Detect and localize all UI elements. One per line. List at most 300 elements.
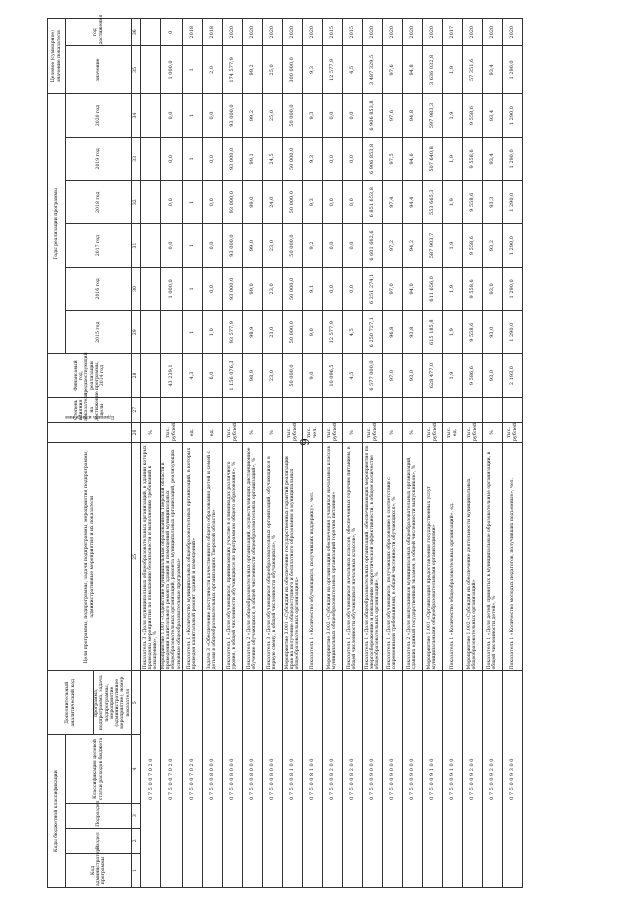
row-year-value-cell: 23,0 bbox=[262, 224, 282, 267]
row-year-value-cell: 97,6 bbox=[382, 94, 402, 137]
row-weight-cell bbox=[161, 397, 183, 422]
row-year-value-cell: 0,0 bbox=[322, 137, 342, 180]
row-year-value-cell: 24,5 bbox=[262, 137, 282, 180]
row-year-value-cell: 12 577,9 bbox=[322, 311, 342, 354]
row-year-value-cell: 1 bbox=[182, 94, 202, 137]
row-year-value-cell: 93,0 bbox=[482, 311, 502, 354]
row-weight-cell bbox=[182, 397, 202, 422]
row-weight-cell bbox=[141, 397, 161, 422]
row-final-value-cell: 4,5 bbox=[342, 46, 362, 94]
row-base-value-cell: 10 096,5 bbox=[322, 354, 342, 397]
row-year-value-cell: 93 577,9 bbox=[222, 311, 242, 354]
row-year-value-cell: 6 250 727,1 bbox=[362, 311, 382, 354]
row-year-value-cell: 93,0 bbox=[482, 267, 502, 310]
row-description-cell: Задача 3 «Обеспечение доступности качественного общего образования детей и семей с детьми в общеобразовательных организациях Тверской области» bbox=[202, 443, 222, 671]
row-year-value-cell: 615 185,8 bbox=[422, 311, 442, 354]
row-year-value-cell: 0,0 bbox=[202, 224, 222, 267]
row-weight-cell bbox=[262, 397, 282, 422]
row-codes-cell: 0 7 5 0 0 8 2 0 0 bbox=[342, 671, 362, 888]
row-weight-cell bbox=[402, 397, 422, 422]
row-year-value-cell: 50 000,0 bbox=[282, 94, 302, 137]
row-weight-cell bbox=[442, 397, 462, 422]
row-unit-cell: ед. bbox=[182, 422, 202, 443]
header-year-2016: 2016 год bbox=[66, 267, 132, 310]
row-codes-cell: 0 7 5 0 0 9 2 0 0 bbox=[482, 671, 502, 888]
column-numbers-row bbox=[132, 19, 141, 888]
row-year-value-cell: 0,0 bbox=[322, 94, 342, 137]
row-year-value-cell: 50 000,0 bbox=[282, 311, 302, 354]
row-description-cell: Показатель 2 «Доля выпускников муниципальных общеобразовательных организаций, сдавших единый государственный экзамен, в общей численности выпускников», % bbox=[402, 443, 422, 671]
row-final-value-cell: 97,6 bbox=[382, 46, 402, 94]
row-year-value-cell: 9 558,6 bbox=[462, 181, 482, 224]
row-base-value-cell: 4,3 bbox=[182, 354, 202, 397]
table-row bbox=[482, 19, 502, 888]
row-codes-cell: 0 7 5 0 0 8 2 0 0 bbox=[322, 671, 342, 888]
row-year-value-cell: 96,8 bbox=[382, 311, 402, 354]
header-years-block: Годы реализации программы bbox=[48, 94, 66, 354]
row-weight-cell bbox=[282, 397, 302, 422]
row-description-cell: Показатель 1 «Количество молодых педагогов, получивших подъемные», чел. bbox=[502, 443, 522, 671]
row-final-year-cell: 2020 bbox=[302, 19, 322, 46]
row-year-value-cell: 23,0 bbox=[262, 267, 282, 310]
row-weight-cell bbox=[302, 397, 322, 422]
row-weight-cell bbox=[422, 397, 442, 422]
row-year-value-cell: 6 601 662,6 bbox=[362, 224, 382, 267]
row-final-value-cell: 25,0 bbox=[262, 46, 282, 94]
row-year-value-cell: 1 bbox=[182, 181, 202, 224]
row-codes-cell: 0 7 5 0 0 9 1 0 0 bbox=[422, 671, 442, 888]
row-unit-cell: % bbox=[402, 422, 422, 443]
table-row bbox=[202, 19, 222, 888]
row-final-value-cell: 1 290,0 bbox=[502, 46, 522, 94]
row-year-value-cell: 1,9 bbox=[442, 224, 462, 267]
header-weight: Степень влияния показателя на достижение цели bbox=[48, 397, 132, 422]
row-unit-cell: % bbox=[242, 422, 262, 443]
row-codes-cell: 0 7 5 0 0 9 1 0 0 bbox=[442, 671, 462, 888]
table-row bbox=[462, 19, 482, 888]
table-row bbox=[182, 19, 202, 888]
row-year-value-cell: 1 290,0 bbox=[502, 267, 522, 310]
row-base-value-cell: 98,9 bbox=[242, 354, 262, 397]
row-base-value-cell: 93,0 bbox=[402, 354, 422, 397]
row-codes-cell: 0 7 5 0 0 7 0 2 0 bbox=[161, 671, 183, 888]
row-description-cell: Показатель 1 «Доля обучающихся, принимающих участие в олимпиадах различного уровня, в общей численности обучающихся по программам общего образования», % bbox=[222, 443, 242, 671]
header-final: Целевое (суммарное) значение показателя bbox=[48, 19, 66, 94]
col-number: 4 bbox=[132, 735, 141, 803]
row-codes-cell: 0 7 5 0 0 8 1 0 0 bbox=[282, 671, 302, 888]
row-unit-cell: тыс. чел. bbox=[302, 422, 322, 443]
row-year-value-cell: 50 000,0 bbox=[282, 137, 302, 180]
row-year-value-cell: 99,0 bbox=[242, 181, 262, 224]
row-year-value-cell: 93,4 bbox=[482, 137, 502, 180]
header-analytic-sub: программа, подпрограмма, задача подпрограммы, мероприятие (административное мероприятие), номер показателя bbox=[94, 671, 132, 735]
row-final-year-cell: 2020 bbox=[462, 19, 482, 46]
row-final-value-cell: 9,3 bbox=[302, 46, 322, 94]
program-table-sheet bbox=[47, 14, 632, 888]
row-year-value-cell: 50 000,0 bbox=[282, 267, 302, 310]
row-final-year-cell: 2020 bbox=[422, 19, 442, 46]
row-year-value-cell: 0,0 bbox=[342, 267, 362, 310]
row-weight-cell bbox=[382, 397, 402, 422]
row-final-year-cell: 2020 bbox=[282, 19, 302, 46]
row-description-cell: Показатель 3 «Доля обучающихся общеобразовательных организаций, обучающихся в первую смену, в общей численности обучающихся», % bbox=[262, 443, 282, 671]
table-row bbox=[402, 19, 422, 888]
header-rz: Раздел bbox=[66, 828, 132, 853]
row-final-value-cell: 1,9 bbox=[442, 46, 462, 94]
row-final-year-cell: 2015 bbox=[342, 19, 362, 46]
row-year-value-cell: 94,4 bbox=[402, 181, 422, 224]
row-year-value-cell bbox=[161, 311, 183, 354]
row-final-year-cell: 2018 bbox=[182, 19, 202, 46]
row-year-value-cell: 0,0 bbox=[202, 94, 222, 137]
row-final-year-cell bbox=[141, 19, 161, 46]
header-year-2017: 2017 год bbox=[66, 224, 132, 267]
row-final-year-cell: 2020 bbox=[402, 19, 422, 46]
table-row bbox=[222, 19, 242, 888]
row-year-value-cell: 94,6 bbox=[402, 137, 422, 180]
row-year-value-cell: 1,9 bbox=[442, 267, 462, 310]
col-number: 28 bbox=[132, 354, 141, 397]
row-description-cell: Показатель 1 «Доля детей, принятых в муниципальные образовательные организации, в общей численности детей», % bbox=[482, 443, 502, 671]
row-final-value-cell: 12 577,9 bbox=[322, 46, 342, 94]
row-final-year-cell: 2020 bbox=[362, 19, 382, 46]
row-base-value-cell: 2 193,0 bbox=[502, 354, 522, 397]
row-final-value-cell: 3 636 032,8 bbox=[422, 46, 442, 94]
row-year-value-cell: 1,9 bbox=[442, 311, 462, 354]
row-year-value-cell: 1 bbox=[182, 311, 202, 354]
table-body bbox=[141, 19, 523, 888]
row-year-value-cell: 1 290,0 bbox=[502, 224, 522, 267]
row-year-value-cell: 0,0 bbox=[342, 181, 362, 224]
row-year-value-cell: 553 665,3 bbox=[422, 181, 442, 224]
row-base-value-cell: 628 477,0 bbox=[422, 354, 442, 397]
row-year-value-cell: 1 290,0 bbox=[502, 181, 522, 224]
row-year-value-cell: 1,9 bbox=[442, 137, 462, 180]
row-year-value-cell: 93 000,0 bbox=[222, 94, 242, 137]
row-description-cell: Показатель 1 «Доля общеобразовательных организаций, обеспечивающих мероприятия по энергосбережению и повышению энергетической эффективности, в общем количестве общеобразовательных организаций», % bbox=[362, 443, 382, 671]
row-year-value-cell: 93 000,0 bbox=[222, 137, 242, 180]
row-year-value-cell: 6 851 653,8 bbox=[362, 181, 382, 224]
table-row bbox=[502, 19, 522, 888]
row-year-value-cell: 507 640,8 bbox=[422, 137, 442, 180]
row-year-value-cell: 0,0 bbox=[202, 267, 222, 310]
row-final-year-cell: 0 bbox=[161, 19, 183, 46]
row-year-value-cell bbox=[141, 94, 161, 137]
row-year-value-cell: 587 903,7 bbox=[422, 224, 442, 267]
header-financing-year: Финансовый год, предшествующий реализации программы, 2014 год bbox=[48, 354, 132, 397]
row-unit-cell: тыс. рублей bbox=[282, 422, 302, 443]
row-final-value-cell: 300 000,0 bbox=[282, 46, 302, 94]
row-year-value-cell bbox=[141, 267, 161, 310]
header-unit: Единица измерения bbox=[48, 422, 132, 443]
row-year-value-cell: 93 000,0 bbox=[222, 267, 242, 310]
row-year-value-cell: 1 000,0 bbox=[161, 267, 183, 310]
col-number: 26 bbox=[132, 422, 141, 443]
row-final-year-cell: 2020 bbox=[222, 19, 242, 46]
row-base-value-cell: 93,0 bbox=[482, 354, 502, 397]
row-year-value-cell: 93 000,0 bbox=[222, 224, 242, 267]
row-weight-cell bbox=[242, 397, 262, 422]
row-year-value-cell: 93,2 bbox=[482, 224, 502, 267]
header-year-2020: 2020 год bbox=[66, 94, 132, 137]
row-description-cell: Показатель 1 «Количество муниципальных общеобразовательных организаций, в которых проведен капитальный ремонт зданий и помещений» bbox=[182, 443, 202, 671]
col-number: 27 bbox=[132, 397, 141, 422]
row-unit-cell: тыс. рублей bbox=[502, 422, 522, 443]
row-weight-cell bbox=[222, 397, 242, 422]
row-description-cell: Показатель 2 «Доля общеобразовательных организаций, осуществляющих дистанционное обучение обучающихся, в общей численности общеобразовательных организаций», % bbox=[242, 443, 262, 671]
program-table bbox=[47, 14, 523, 888]
row-final-value-cell: 2,0 bbox=[202, 46, 222, 94]
row-year-value-cell: 611 656,0 bbox=[422, 267, 442, 310]
row-year-value-cell bbox=[141, 224, 161, 267]
header-program-code: Код администратора программы bbox=[66, 853, 132, 887]
header-goal: Цели программы, подпрограммы, задачи подпрограммы, мероприятия подпрограммы, административные мероприятия и их показатели bbox=[48, 443, 132, 671]
row-unit-cell: % bbox=[141, 422, 161, 443]
row-year-value-cell: 9 558,6 bbox=[462, 267, 482, 310]
row-unit-cell: % bbox=[262, 422, 282, 443]
row-year-value-cell: 0,0 bbox=[202, 137, 222, 180]
col-number: 5 bbox=[132, 671, 141, 735]
row-year-value-cell: 1 bbox=[182, 224, 202, 267]
row-base-value-cell: 6,0 bbox=[202, 354, 222, 397]
col-number: 2 bbox=[132, 828, 141, 853]
header-csr: Классификация целевой статьи расходов бюджета bbox=[66, 735, 132, 803]
row-base-value-cell: 43 239,1 bbox=[161, 354, 183, 397]
row-year-value-cell: 9 558,6 bbox=[462, 224, 482, 267]
row-year-value-cell: 1 290,0 bbox=[502, 137, 522, 180]
col-number: 33 bbox=[132, 137, 141, 180]
row-codes-cell: 0 7 5 0 0 8 0 0 0 bbox=[262, 671, 282, 888]
row-year-value-cell: 23,0 bbox=[262, 311, 282, 354]
row-description-cell: Мероприятие 1.001 «Организация предоставления государственных услуг муниципальными общеобразовательными организациями» bbox=[422, 443, 442, 671]
table-row bbox=[141, 19, 161, 888]
row-unit-cell: % bbox=[482, 422, 502, 443]
header-year-2018: 2018 год bbox=[66, 181, 132, 224]
header-budget-codes: Коды бюджетной классификации bbox=[48, 735, 66, 888]
row-description-cell: Показатель 3 «Доля муниципальных общеобразовательных организаций, в здании которых проведены мероприятия по повышению безопасности и выполнению требований к оснащению», % bbox=[141, 443, 161, 671]
row-year-value-cell: 0,0 bbox=[202, 181, 222, 224]
row-codes-cell: 0 7 5 0 0 7 0 2 0 bbox=[141, 671, 161, 888]
row-description-cell: Мероприятие 3.002 «Субсидии на организацию обеспечения учащихся начальных классов муниципальных общеобразовательных организаций горячим питанием» bbox=[322, 443, 342, 671]
row-year-value-cell: 1,9 bbox=[442, 181, 462, 224]
row-codes-cell: 0 7 5 0 0 8 0 0 0 bbox=[202, 671, 222, 888]
row-base-value-cell: 9 586,6 bbox=[462, 354, 482, 397]
header-analytic-code: Дополнительный аналитический код bbox=[48, 671, 94, 735]
row-unit-cell: тыс. рублей bbox=[462, 422, 482, 443]
row-year-value-cell: 6 906 853,8 bbox=[362, 94, 382, 137]
row-final-value-cell bbox=[141, 46, 161, 94]
row-year-value-cell: 597 983,3 bbox=[422, 94, 442, 137]
row-year-value-cell: 99,2 bbox=[242, 94, 262, 137]
row-year-value-cell: 93,4 bbox=[482, 94, 502, 137]
table-row bbox=[342, 19, 362, 888]
row-unit-cell: тыс. ед. bbox=[442, 422, 462, 443]
row-unit-cell: тыс. рублей bbox=[161, 422, 183, 443]
row-final-value-cell: 57 351,6 bbox=[462, 46, 482, 94]
header-final-year: год достижения bbox=[66, 19, 132, 46]
row-year-value-cell: 94,0 bbox=[402, 267, 422, 310]
row-year-value-cell: 0,0 bbox=[342, 224, 362, 267]
row-description-cell: Показатель 1 «Доля обучающихся начальных классов, обеспеченных горячим питанием, в общей численности обучающихся начальных классов», % bbox=[342, 443, 362, 671]
row-year-value-cell: 50 000,0 bbox=[282, 181, 302, 224]
row-year-value-cell: 97,4 bbox=[382, 181, 402, 224]
row-year-value-cell: 93,3 bbox=[482, 181, 502, 224]
row-year-value-cell: 0,0 bbox=[161, 224, 183, 267]
row-year-value-cell: 97,2 bbox=[382, 224, 402, 267]
row-unit-cell: тыс. рублей bbox=[322, 422, 342, 443]
row-unit-cell: тыс. рублей bbox=[362, 422, 382, 443]
row-final-value-cell: 99,2 bbox=[242, 46, 262, 94]
header-year-2019: 2019 год bbox=[66, 137, 132, 180]
table-row bbox=[302, 19, 322, 888]
col-number: 31 bbox=[132, 224, 141, 267]
table-row bbox=[322, 19, 342, 888]
row-year-value-cell: 9,2 bbox=[302, 224, 322, 267]
row-year-value-cell: 99,0 bbox=[242, 267, 262, 310]
row-year-value-cell: 9,1 bbox=[302, 267, 322, 310]
row-year-value-cell: 9 558,6 bbox=[462, 311, 482, 354]
row-codes-cell: 0 7 5 0 0 8 1 0 0 bbox=[302, 671, 322, 888]
row-final-value-cell: 174 577,9 bbox=[222, 46, 242, 94]
row-final-year-cell: 2018 bbox=[202, 19, 222, 46]
row-weight-cell bbox=[322, 397, 342, 422]
row-final-year-cell: 2020 bbox=[382, 19, 402, 46]
row-codes-cell: 0 7 5 0 0 9 0 0 0 bbox=[402, 671, 422, 888]
row-year-value-cell: 0,0 bbox=[322, 224, 342, 267]
header-year-2015: 2015 год bbox=[66, 311, 132, 354]
row-year-value-cell bbox=[141, 181, 161, 224]
col-number: 36 bbox=[132, 19, 141, 46]
row-description-cell: Показатель 1 «Количество обучающихся, получивших поддержку», чел. bbox=[302, 443, 322, 671]
row-weight-cell bbox=[482, 397, 502, 422]
col-number: 34 bbox=[132, 94, 141, 137]
row-year-value-cell: 97,5 bbox=[382, 137, 402, 180]
row-base-value-cell: 23,0 bbox=[262, 354, 282, 397]
row-final-value-cell: 94,8 bbox=[402, 46, 422, 94]
row-unit-cell: ед. bbox=[202, 422, 222, 443]
table-row bbox=[362, 19, 382, 888]
row-weight-cell bbox=[502, 397, 522, 422]
table-row bbox=[442, 19, 462, 888]
table-row bbox=[422, 19, 442, 888]
row-year-value-cell: 94,2 bbox=[402, 224, 422, 267]
row-codes-cell: 0 7 5 0 0 8 0 0 0 bbox=[242, 671, 262, 888]
row-codes-cell: 0 7 5 0 0 9 0 0 0 bbox=[362, 671, 382, 888]
row-final-year-cell: 2015 bbox=[322, 19, 342, 46]
row-base-value-cell: 4,5 bbox=[342, 354, 362, 397]
row-base-value-cell: 1 156 076,3 bbox=[222, 354, 242, 397]
row-year-value-cell: 99,1 bbox=[242, 137, 262, 180]
row-weight-cell bbox=[362, 397, 382, 422]
row-base-value-cell: 97,0 bbox=[382, 354, 402, 397]
row-final-year-cell: 2020 bbox=[262, 19, 282, 46]
page-number: 6 bbox=[296, 438, 311, 446]
header-final-value: значение bbox=[66, 46, 132, 94]
row-year-value-cell: 0,0 bbox=[322, 267, 342, 310]
row-weight-cell bbox=[202, 397, 222, 422]
row-year-value-cell: 6 906 853,8 bbox=[362, 137, 382, 180]
row-unit-cell: % bbox=[342, 422, 362, 443]
header-pr: Подраздел bbox=[66, 803, 132, 828]
row-codes-cell: 0 7 5 0 0 9 2 0 0 bbox=[462, 671, 482, 888]
row-year-value-cell: 9 558,6 bbox=[462, 137, 482, 180]
col-number: 30 bbox=[132, 267, 141, 310]
row-description-cell: Показатель 1 «Доля обучающихся, получающих образование в соответствии с современными требованиями, в общей численности обучающихся», % bbox=[382, 443, 402, 671]
row-description-cell: Мероприятие 1.001 «Содействие муниципальным образованиям Тверской области в проведении капитального ремонта зданий и помещений муниципальных общеобразовательных организаций, ремонта муниципальных организаций, реализующих основные общеобразовательные программы» bbox=[161, 443, 183, 671]
row-base-value-cell: 50 000,0 bbox=[282, 354, 302, 397]
col-number: 29 bbox=[132, 311, 141, 354]
row-codes-cell: 0 7 5 0 0 9 3 0 0 bbox=[502, 671, 522, 888]
row-base-value-cell: 9,0 bbox=[302, 354, 322, 397]
row-final-value-cell: 93,4 bbox=[482, 46, 502, 94]
col-number: 1 bbox=[132, 853, 141, 887]
table-row bbox=[382, 19, 402, 888]
row-year-value-cell: 24,0 bbox=[262, 181, 282, 224]
row-codes-cell: 0 7 5 0 0 8 0 0 0 bbox=[222, 671, 242, 888]
row-year-value-cell: 9,3 bbox=[302, 137, 322, 180]
row-unit-cell: тыс. рублей bbox=[222, 422, 242, 443]
row-year-value-cell: 0,0 bbox=[342, 94, 362, 137]
row-description-cell: Показатель 1 «Количество общеобразовательных организаций», ед. bbox=[442, 443, 462, 671]
row-year-value-cell: 9,3 bbox=[302, 181, 322, 224]
row-description-cell: Мероприятие 1.002 «Субсидии на обеспечение деятельности муниципальных общеобразовательных организаций» bbox=[462, 443, 482, 671]
row-codes-cell: 0 7 5 0 0 9 0 0 0 bbox=[382, 671, 402, 888]
row-year-value-cell: 6 251 274,1 bbox=[362, 267, 382, 310]
row-year-value-cell: 1 290,0 bbox=[502, 94, 522, 137]
table-row bbox=[161, 19, 183, 888]
row-year-value-cell bbox=[141, 311, 161, 354]
table-row bbox=[282, 19, 302, 888]
row-year-value-cell: 1,0 bbox=[202, 311, 222, 354]
row-weight-cell bbox=[462, 397, 482, 422]
row-final-year-cell: 2020 bbox=[502, 19, 522, 46]
col-number: 25 bbox=[132, 443, 141, 671]
row-year-value-cell: 1 bbox=[182, 267, 202, 310]
row-year-value-cell: 25,0 bbox=[262, 94, 282, 137]
row-base-value-cell: 1,9 bbox=[442, 354, 462, 397]
row-year-value-cell: 9,3 bbox=[302, 94, 322, 137]
row-final-value-cell: 1 000,0 bbox=[161, 46, 183, 94]
row-year-value-cell: 93,8 bbox=[402, 311, 422, 354]
table-row bbox=[242, 19, 262, 888]
row-year-value-cell: 0,0 bbox=[161, 94, 183, 137]
row-base-value-cell bbox=[141, 354, 161, 397]
row-final-year-cell: 2020 bbox=[482, 19, 502, 46]
row-year-value-cell: 0,0 bbox=[342, 137, 362, 180]
row-year-value-cell bbox=[141, 137, 161, 180]
row-unit-cell: % bbox=[382, 422, 402, 443]
row-year-value-cell: 9,0 bbox=[302, 311, 322, 354]
row-final-value-cell: 3 487 329,5 bbox=[362, 46, 382, 94]
table-row bbox=[262, 19, 282, 888]
row-final-value-cell: 1 bbox=[182, 46, 202, 94]
row-year-value-cell: 94,8 bbox=[402, 94, 422, 137]
row-year-value-cell: 1,9 bbox=[442, 94, 462, 137]
row-codes-cell: 0 7 5 0 0 7 0 2 0 bbox=[182, 671, 202, 888]
row-year-value-cell: 1 bbox=[182, 137, 202, 180]
row-year-value-cell: 9 558,6 bbox=[462, 94, 482, 137]
row-year-value-cell: 98,9 bbox=[242, 311, 262, 354]
col-number: 3 bbox=[132, 803, 141, 828]
row-year-value-cell: 0,0 bbox=[322, 181, 342, 224]
row-weight-cell bbox=[342, 397, 362, 422]
col-number: 32 bbox=[132, 181, 141, 224]
row-base-value-cell: 6 577 000,0 bbox=[362, 354, 382, 397]
row-year-value-cell: 4,5 bbox=[342, 311, 362, 354]
row-year-value-cell: 97,0 bbox=[382, 267, 402, 310]
row-year-value-cell: 50 000,0 bbox=[282, 224, 302, 267]
row-description-cell: Мероприятие 3.001 «Субсидии на обеспечение государственных гарантий реализации прав на получение общедоступного и бесплатного образования в муниципальных общеобразовательных организациях» bbox=[282, 443, 302, 671]
